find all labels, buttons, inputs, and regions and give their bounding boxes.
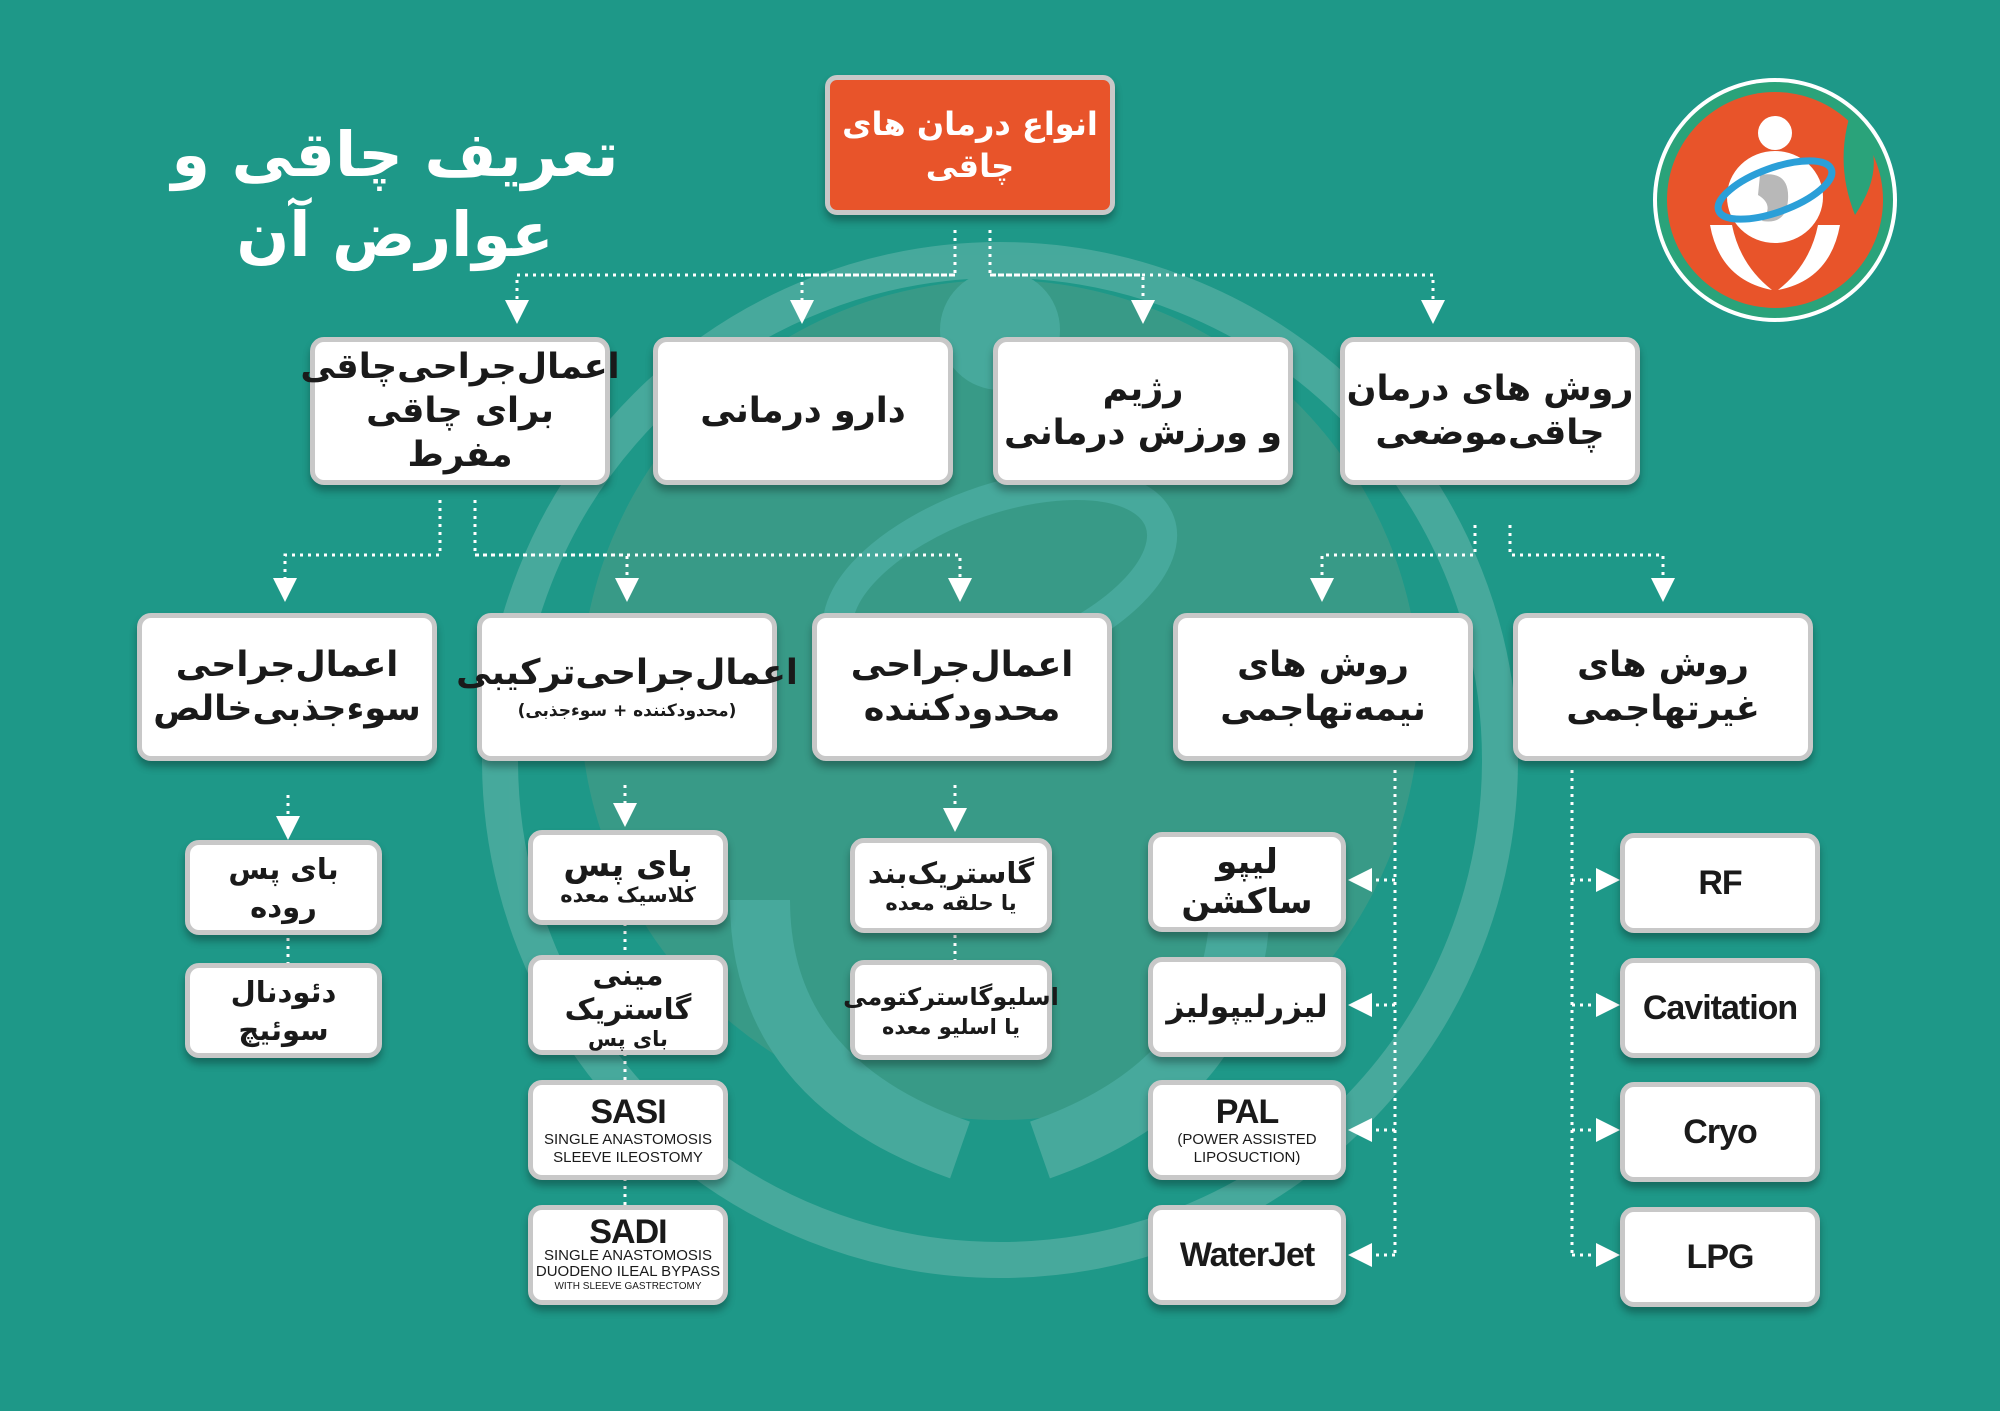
node-diet-exercise [993,337,1293,485]
node-obesity-surgery-line2: برای چاقی مفرط [366,391,554,475]
item-duodenal-switch-line1: دئودنال سوئیچ [230,974,337,1047]
item-pal [1148,1080,1346,1180]
item-liposuction-line2: ساکشن [1181,882,1313,922]
item-laser-lipolysis [1148,957,1346,1057]
item-cavitation-line1: Cavitation [1642,988,1798,1027]
item-rf-line1: RF [1698,863,1742,902]
node-combined [456,613,798,761]
item-sadi-line2: SINGLE ANASTOMOSIS [543,1247,713,1264]
node-non-invasive [1513,613,1813,761]
item-pal-line2: (POWER ASSISTED [1177,1131,1317,1148]
node-non-invasive-line1: روش های [1577,645,1749,685]
node-combined-note: (محدودکننده + سوءجذبی) [517,701,737,721]
item-sasi [528,1080,728,1180]
node-obesity-surgery [300,337,620,485]
node-drug-therapy [653,337,953,485]
root-line2: چاقی [925,147,1015,185]
item-classic-bypass [528,830,728,925]
item-waterjet [1148,1205,1346,1305]
node-local-obesity [1340,337,1640,485]
item-liposuction [1148,832,1346,932]
node-semi-invasive-line1: روش های [1237,645,1409,685]
item-pal-line1: PAL [1215,1093,1279,1131]
item-sasi-line3: SLEEVE ILEOSTOMY [553,1149,703,1166]
node-malabsorptive [137,613,437,761]
node-local-obesity-line1: روش های درمان [1346,369,1634,409]
node-non-invasive-line2: غیرتهاجمی [1566,689,1760,729]
hands-holding-stomach-logo [1650,75,1900,325]
item-classic-bypass-line1: بای پس [563,844,693,885]
item-cavitation [1620,958,1820,1058]
item-intestinal-bypass-line1: بای پس روده [228,851,339,924]
item-sadi-line1: SADI [589,1213,667,1251]
item-lpg [1620,1207,1820,1307]
node-restrictive-line2: محدودکننده [863,689,1061,729]
node-malabsorptive-line2: سوءجذبی‌خالص [153,689,421,729]
item-duodenal-switch [185,963,382,1058]
item-intestinal-bypass [185,840,382,935]
item-sleeve-gastrectomy-line1: اسلیوگاسترکتومی [843,983,1059,1011]
item-gastric-band-line1: گاستریک‌بند [867,855,1035,890]
node-combined-line1: اعمال‌جراحی‌ترکیبی [456,653,798,693]
item-sadi [528,1205,728,1305]
item-sasi-line2: SINGLE ANASTOMOSIS [543,1131,713,1148]
item-sasi-line1: SASI [590,1093,666,1131]
item-pal-line3: LIPOSUCTION) [1193,1149,1301,1166]
item-laser-lipolysis-line1: لیزرلیپولیز [1166,989,1328,1025]
item-sleeve-gastrectomy [843,960,1059,1060]
item-liposuction-line1: لیپو [1216,842,1278,882]
node-semi-invasive [1173,613,1473,761]
node-local-obesity-line2: چاقی‌موضعی [1375,413,1605,453]
item-gastric-band-line2: یا حلقه معده [885,890,1017,915]
node-restrictive [812,613,1112,761]
item-gastric-band [850,838,1052,933]
node-obesity-surgery-line1: اعمال‌جراحی‌چاقی [300,347,620,387]
item-mini-gastric-bypass-line1: مینی گاستریک [564,958,692,1026]
item-cryo [1620,1082,1820,1182]
item-mini-gastric-bypass [528,955,728,1055]
item-classic-bypass-line2: کلاسیک معده [560,882,696,907]
item-mini-gastric-bypass-line2: بای پس [588,1027,668,1051]
node-diet-exercise-line1: رژیم [1102,369,1184,409]
item-cryo-line1: Cryo [1683,1112,1757,1151]
node-drug-therapy-line1: دارو درمانی [700,391,906,431]
item-waterjet-line1: WaterJet [1179,1235,1315,1274]
node-diet-exercise-line2: و ورزش درمانی [1004,413,1282,453]
node-semi-invasive-line2: نیمه‌تهاجمی [1220,689,1426,729]
root-line1: انواع درمان های [842,105,1098,143]
item-sleeve-gastrectomy-line2: یا اسلیو معده [882,1015,1020,1039]
node-restrictive-line1: اعمال‌جراحی [850,645,1074,685]
node-malabsorptive-line1: اعمال‌جراحی [175,645,399,685]
item-lpg-line1: LPG [1686,1237,1754,1276]
root-node [825,75,1115,215]
item-rf [1620,833,1820,933]
item-sadi-line4: WITH SLEEVE GASTRECTOMY [554,1281,702,1292]
page-title: تعریف چاقی و عوارض آن [171,118,619,271]
item-sadi-line3: DUODENO ILEAL BYPASS [535,1263,721,1280]
